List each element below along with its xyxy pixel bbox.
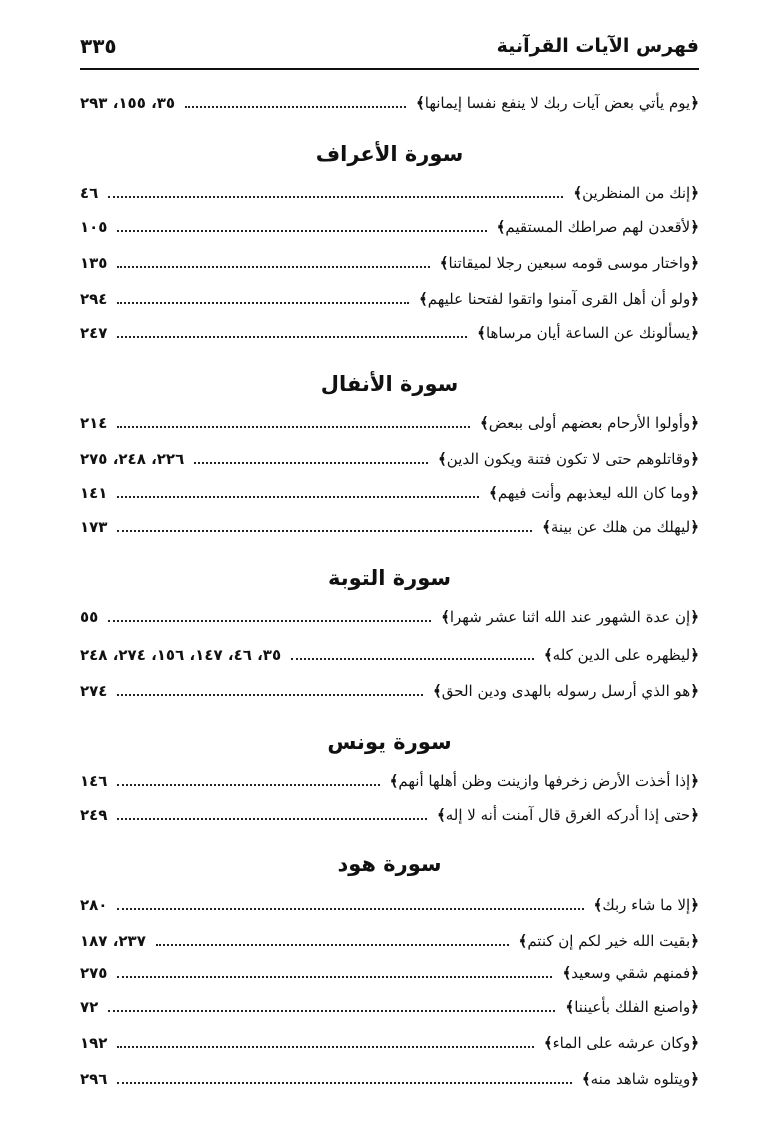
page-refs: ٤٦ bbox=[80, 184, 99, 202]
verse-text: ﴿إذا أخذت الأرض زخرفها وازينت وظن أهلها أنهم﴾ bbox=[389, 772, 699, 790]
verse-text: ﴿حتى إذا أدركه الغرق قال آمنت أنه لا إله﴾ bbox=[436, 806, 699, 824]
header-rule bbox=[80, 68, 699, 70]
page-refs: ١٧٣ bbox=[80, 518, 108, 536]
leader-dots bbox=[117, 976, 552, 978]
surah-heading: سورة هود bbox=[337, 852, 442, 876]
leader-dots bbox=[117, 496, 479, 498]
leader-dots bbox=[108, 620, 431, 622]
leader-dots bbox=[117, 530, 532, 532]
verse-text: ﴿يسألونك عن الساعة أيان مرساها﴾ bbox=[477, 324, 699, 342]
page-refs: ١٩٢ bbox=[80, 1034, 108, 1052]
leader-dots bbox=[108, 1010, 555, 1012]
leader-dots bbox=[108, 196, 563, 198]
verse-text: ﴿إن عدة الشهور عند الله اثنا عشر شهرا﴾ bbox=[441, 608, 699, 626]
leader-dots bbox=[291, 658, 534, 660]
index-entry bbox=[80, 890, 699, 920]
leader-dots bbox=[117, 336, 467, 338]
index-entry bbox=[80, 512, 699, 542]
leader-dots bbox=[117, 302, 408, 304]
leader-dots bbox=[156, 944, 509, 946]
running-title: فهرس الآيات القرآنية bbox=[496, 35, 699, 57]
index-entry bbox=[80, 800, 699, 830]
index-entry bbox=[80, 640, 699, 670]
leader-dots bbox=[117, 266, 429, 268]
leader-dots bbox=[185, 106, 406, 108]
page-refs: ٢٩٤ bbox=[80, 290, 108, 308]
index-entry bbox=[80, 284, 699, 314]
page-refs: ٣٥، ١٥٥، ٢٩٣ bbox=[80, 94, 176, 112]
index-entry bbox=[80, 1064, 699, 1094]
page-refs: ٣٥، ٤٦، ١٤٧، ١٥٦، ٢٧٤، ٢٤٨ bbox=[80, 646, 282, 664]
verse-text: ﴿إنك من المنظرين﴾ bbox=[573, 184, 699, 202]
page-refs: ٢٧٥ bbox=[80, 964, 108, 982]
index-entry bbox=[80, 766, 699, 796]
running-head bbox=[80, 28, 699, 64]
index-entry bbox=[80, 1028, 699, 1058]
page-refs: ١٠٥ bbox=[80, 218, 108, 236]
leader-dots bbox=[117, 784, 379, 786]
index-entry bbox=[80, 478, 699, 508]
verse-text: ﴿ويتلوه شاهد منه﴾ bbox=[581, 1070, 699, 1088]
page-refs: ٢٧٤ bbox=[80, 682, 108, 700]
leader-dots bbox=[117, 1046, 533, 1048]
index-entry bbox=[80, 178, 699, 208]
page-refs: ٢٣٧، ١٨٧ bbox=[80, 932, 146, 950]
page-refs: ٢٤٩ bbox=[80, 806, 108, 824]
index-entry bbox=[80, 926, 699, 956]
leader-dots bbox=[117, 1082, 571, 1084]
verse-text: ﴿واختار موسى قومه سبعين رجلا لميقاتنا﴾ bbox=[439, 254, 699, 272]
verse-text: ﴿يوم يأتي بعض آيات ربك لا ينفع نفسا إيمانها﴾ bbox=[415, 94, 699, 112]
surah-heading: سورة التوبة bbox=[327, 566, 452, 590]
index-entry bbox=[80, 248, 699, 278]
page-refs: ٢١٤ bbox=[80, 414, 108, 432]
index-entry bbox=[80, 212, 699, 242]
verse-text: ﴿واصنع الفلك بأعيننا﴾ bbox=[565, 998, 699, 1016]
verse-text: ﴿لأقعدن لهم صراطك المستقيم﴾ bbox=[496, 218, 699, 236]
verse-text: ﴿إلا ما شاء ربك﴾ bbox=[593, 896, 699, 914]
leader-dots bbox=[117, 908, 583, 910]
index-entry bbox=[80, 602, 699, 632]
surah-heading: سورة الأنفال bbox=[320, 372, 459, 396]
page-refs: ١٣٥ bbox=[80, 254, 108, 272]
verse-text: ﴿وما كان الله ليعذبهم وأنت فيهم﴾ bbox=[489, 484, 699, 502]
leader-dots bbox=[117, 818, 426, 820]
verse-text: ﴿ليظهره على الدين كله﴾ bbox=[543, 646, 699, 664]
page-number: ٣٣٥ bbox=[80, 34, 117, 58]
page-refs: ٢٤٧ bbox=[80, 324, 108, 342]
leader-dots bbox=[117, 230, 486, 232]
leader-dots bbox=[194, 462, 428, 464]
verse-text: ﴿وأولوا الأرحام بعضهم أولى ببعض﴾ bbox=[479, 414, 699, 432]
verse-text: ﴿وقاتلوهم حتى لا تكون فتنة ويكون الدين﴾ bbox=[438, 450, 699, 468]
index-entry bbox=[80, 958, 699, 988]
surah-heading: سورة يونس bbox=[327, 730, 452, 754]
page-refs: ١٤١ bbox=[80, 484, 108, 502]
index-entry bbox=[80, 318, 699, 348]
index-entry bbox=[80, 444, 699, 474]
index-entry bbox=[80, 992, 699, 1022]
leader-dots bbox=[117, 426, 470, 428]
page-refs: ٧٢ bbox=[80, 998, 99, 1016]
page-refs: ٢٨٠ bbox=[80, 896, 108, 914]
index-entry bbox=[80, 88, 699, 118]
index-entry bbox=[80, 408, 699, 438]
surah-heading: سورة الأعراف bbox=[315, 142, 464, 166]
verse-text: ﴿هو الذي أرسل رسوله بالهدى ودين الحق﴾ bbox=[432, 682, 699, 700]
page-refs: ١٤٦ bbox=[80, 772, 108, 790]
verse-text: ﴿وكان عرشه على الماء﴾ bbox=[543, 1034, 699, 1052]
verse-text: ﴿ولو أن أهل القرى آمنوا واتقوا لفتحنا عليهم﴾ bbox=[418, 290, 699, 308]
page-refs: ٥٥ bbox=[80, 608, 99, 626]
verse-text: ﴿بقيت الله خير لكم إن كنتم﴾ bbox=[518, 932, 699, 950]
page-refs: ٢٩٦ bbox=[80, 1070, 108, 1088]
verse-text: ﴿فمنهم شقي وسعيد﴾ bbox=[562, 964, 699, 982]
index-entry bbox=[80, 676, 699, 706]
leader-dots bbox=[117, 694, 423, 696]
page-refs: ٢٢٦، ٢٤٨، ٢٧٥ bbox=[80, 450, 185, 468]
verse-text: ﴿ليهلك من هلك عن بينة﴾ bbox=[542, 518, 699, 536]
